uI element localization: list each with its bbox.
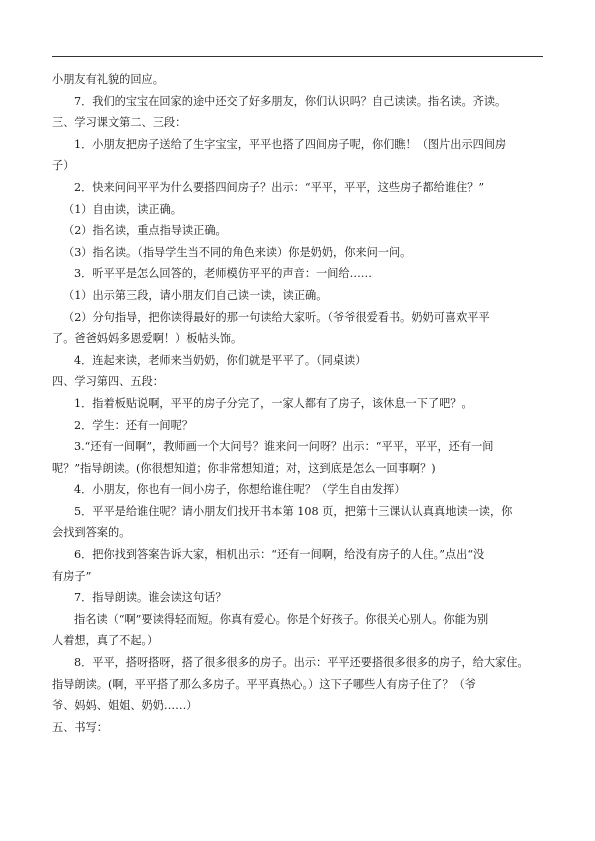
text-line: （2）指名读，重点指导读正确。	[63, 224, 227, 238]
text-line: 爷、妈妈、姐姐、奶奶……）	[52, 699, 198, 713]
text-line: 8．平平，搭呀搭呀，搭了很多很多的房子。出示：平平还要搭很多很多的房子，给大家住。	[74, 656, 529, 670]
document-body	[52, 69, 543, 738]
text-line: 小朋友有礼貌的回应。	[52, 73, 164, 86]
text-line: 了。爸爸妈妈多恩爱啊！）板帖头饰。	[52, 332, 243, 346]
text-line: 四、学习第四、五段：	[52, 375, 164, 389]
text-line: 指名读（“啊”要读得轻而短。你真有爱心。你是个好孩子。你很关心别人。你能为别	[74, 612, 489, 626]
text-line: （1）出示第三段，请小朋友们自己读一读，读正确。	[63, 288, 328, 302]
text-line: 三、学习课文第二、三段：	[52, 116, 187, 130]
text-line: 人着想，真了不起。）	[52, 634, 159, 648]
text-line: 2．快来问问平平为什么要搭四间房子？出示：“平平，平平，这些房子都给谁住？”	[74, 180, 485, 194]
text-line: 2．学生：还有一间呢？	[74, 418, 193, 432]
text-line: （3）指名读。（指导学生当不同的角色来读）你是奶奶，你来问一问。	[63, 245, 412, 259]
text-line: 会找到答案的。	[52, 526, 131, 540]
text-line: 1．指着板贴说啊，平平的房子分完了，一家人都有了房子，该休息一下了吧？。	[74, 396, 473, 410]
text-line: 7．指导朗读。谁会读这句话？	[74, 591, 227, 605]
text-line: 呢？”指导朗读。(你很想知道；你非常想知道；对，这到底是怎么一回事啊？)	[52, 461, 436, 475]
text-line: 7．我们的宝宝在回家的途中还交了好多朋友，你们认识吗？自己读读。指名读。齐读。	[74, 94, 507, 108]
text-line: （1）自由读，读正确。	[63, 202, 182, 216]
text-line: 子）	[52, 159, 75, 173]
text-line: 5．平平是给谁住呢？请小朋友们找开书本第 108 页，把第十三课认认真真地读一读，你	[74, 504, 513, 518]
text-line: 五、书写：	[52, 720, 108, 734]
text-line: 6．把你找到答案告诉大家，相机出示：“还有一间啊，给没有房子的人住。”点出“没	[74, 548, 485, 562]
text-line: 有房子”	[52, 569, 92, 583]
text-line: 指导朗读。(啊，平平搭了那么多房子。平平真热心。）这下子哪些人有房子住了？（爷	[52, 677, 476, 691]
text-line: 4．小朋友，你也有一间小房子，你想给谁住呢？（学生自由发挥）	[74, 483, 406, 497]
text-line: 3.“还有一间啊”，教师画一个大问号？谁来问一问呀？出示：“平平，平平，还有一间	[74, 440, 494, 454]
text-line: （2）分句指导，把你读得最好的那一句读给大家听。（爷爷很爱看书。奶奶可喜欢平平	[63, 310, 490, 324]
text-line: 4．连起来读，老师来当奶奶，你们就是平平了。（同桌读）	[74, 353, 367, 367]
header-rule	[52, 56, 543, 57]
text-line: 1．小朋友把房子送给了生字宝宝，平平也搭了四间房子呢，你们瞧！（图片出示四间房	[74, 137, 507, 151]
text-line: 3．听平平是怎么回答的，老师模仿平平的声音：一间给……	[74, 267, 372, 281]
